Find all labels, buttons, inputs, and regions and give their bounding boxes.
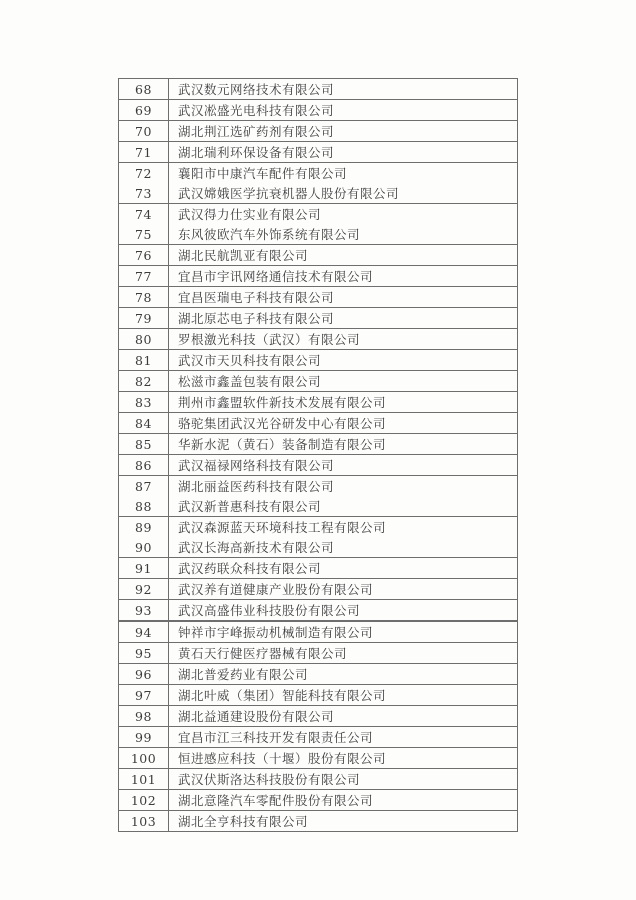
table-row xyxy=(119,790,518,811)
company-list-table xyxy=(118,78,518,832)
company-name: 黄石天行健医疗器械有限公司 xyxy=(169,643,518,664)
company-name: 武汉凇盛光电科技有限公司 xyxy=(169,100,518,121)
table-row xyxy=(119,183,518,204)
table-row xyxy=(119,308,518,329)
table-row xyxy=(119,204,518,225)
company-name: 湖北民航凯亚有限公司 xyxy=(169,245,518,266)
row-number: 69 xyxy=(119,100,169,121)
table-row xyxy=(119,350,518,371)
company-name: 湖北荆江选矿药剂有限公司 xyxy=(169,121,518,142)
company-name: 武汉得力仕实业有限公司 xyxy=(169,204,518,225)
table-row xyxy=(119,496,518,517)
row-number: 99 xyxy=(119,727,169,748)
company-name: 武汉长海高新技术有限公司 xyxy=(169,537,518,558)
table-row xyxy=(119,811,518,832)
table-row xyxy=(119,371,518,392)
row-number: 76 xyxy=(119,245,169,266)
table-row xyxy=(119,643,518,664)
row-number: 103 xyxy=(119,811,169,832)
company-name: 湖北丽益医药科技有限公司 xyxy=(169,476,518,497)
company-name: 湖北原芯电子科技有限公司 xyxy=(169,308,518,329)
company-name: 武汉药联众科技有限公司 xyxy=(169,558,518,579)
row-number: 81 xyxy=(119,350,169,371)
table-row xyxy=(119,769,518,790)
table-row xyxy=(119,434,518,455)
company-name: 荆州市鑫盟软件新技术发展有限公司 xyxy=(169,392,518,413)
table-row xyxy=(119,621,518,643)
row-number: 77 xyxy=(119,266,169,287)
row-number: 96 xyxy=(119,664,169,685)
company-name: 襄阳市中康汽车配件有限公司 xyxy=(169,163,518,184)
row-number: 83 xyxy=(119,392,169,413)
table-row xyxy=(119,558,518,579)
company-name: 松滋市鑫盖包装有限公司 xyxy=(169,371,518,392)
company-name: 钟祥市宇峰振动机械制造有限公司 xyxy=(169,621,518,643)
table-row xyxy=(119,100,518,121)
row-number: 82 xyxy=(119,371,169,392)
row-number: 91 xyxy=(119,558,169,579)
company-name: 宜昌市宇讯网络通信技术有限公司 xyxy=(169,266,518,287)
row-number: 100 xyxy=(119,748,169,769)
company-name: 武汉森源蓝天环境科技工程有限公司 xyxy=(169,517,518,538)
company-name: 湖北普爱药业有限公司 xyxy=(169,664,518,685)
table-row xyxy=(119,392,518,413)
row-number: 89 xyxy=(119,517,169,538)
table-row xyxy=(119,287,518,308)
row-number: 74 xyxy=(119,204,169,225)
table-row xyxy=(119,245,518,266)
company-name: 东风彼欧汽车外饰系统有限公司 xyxy=(169,224,518,245)
company-name: 骆驼集团武汉光谷研发中心有限公司 xyxy=(169,413,518,434)
row-number: 95 xyxy=(119,643,169,664)
table-row xyxy=(119,664,518,685)
row-number: 71 xyxy=(119,142,169,163)
company-name: 武汉市天贝科技有限公司 xyxy=(169,350,518,371)
row-number: 102 xyxy=(119,790,169,811)
company-name: 武汉福禄网络科技有限公司 xyxy=(169,455,518,476)
table-row xyxy=(119,121,518,142)
row-number: 101 xyxy=(119,769,169,790)
row-number: 79 xyxy=(119,308,169,329)
row-number: 94 xyxy=(119,621,169,643)
table-row xyxy=(119,413,518,434)
company-name: 武汉新普惠科技有限公司 xyxy=(169,496,518,517)
row-number: 85 xyxy=(119,434,169,455)
row-number: 97 xyxy=(119,685,169,706)
row-number: 73 xyxy=(119,183,169,204)
company-name: 武汉数元网络技术有限公司 xyxy=(169,79,518,100)
row-number: 70 xyxy=(119,121,169,142)
row-number: 87 xyxy=(119,476,169,497)
company-name: 湖北意隆汽车零配件股份有限公司 xyxy=(169,790,518,811)
table-row xyxy=(119,142,518,163)
table-row xyxy=(119,748,518,769)
row-number: 90 xyxy=(119,537,169,558)
company-name: 武汉高盛伟业科技股份有限公司 xyxy=(169,600,518,622)
row-number: 93 xyxy=(119,600,169,622)
table-row xyxy=(119,517,518,538)
company-name: 宜昌医瑞电子科技有限公司 xyxy=(169,287,518,308)
table-row xyxy=(119,600,518,622)
company-name: 华新水泥（黄石）装备制造有限公司 xyxy=(169,434,518,455)
company-name: 湖北全亨科技有限公司 xyxy=(169,811,518,832)
row-number: 75 xyxy=(119,224,169,245)
table-row xyxy=(119,329,518,350)
row-number: 80 xyxy=(119,329,169,350)
table-row xyxy=(119,706,518,727)
table-row xyxy=(119,224,518,245)
row-number: 68 xyxy=(119,79,169,100)
table-row xyxy=(119,79,518,100)
table-row xyxy=(119,579,518,600)
table-row xyxy=(119,163,518,184)
row-number: 92 xyxy=(119,579,169,600)
row-number: 88 xyxy=(119,496,169,517)
table-row xyxy=(119,537,518,558)
company-name: 湖北益通建设股份有限公司 xyxy=(169,706,518,727)
row-number: 84 xyxy=(119,413,169,434)
table-row xyxy=(119,266,518,287)
row-number: 86 xyxy=(119,455,169,476)
company-name: 武汉嫦娥医学抗衰机器人股份有限公司 xyxy=(169,183,518,204)
table-row xyxy=(119,727,518,748)
company-name: 湖北叶威（集团）智能科技有限公司 xyxy=(169,685,518,706)
company-table-body xyxy=(119,79,518,832)
company-name: 宜昌市江三科技开发有限责任公司 xyxy=(169,727,518,748)
row-number: 72 xyxy=(119,163,169,184)
table-row xyxy=(119,685,518,706)
table-row xyxy=(119,476,518,497)
table-row xyxy=(119,455,518,476)
company-name: 武汉伏斯洛达科技股份有限公司 xyxy=(169,769,518,790)
company-name: 罗根激光科技（武汉）有限公司 xyxy=(169,329,518,350)
row-number: 78 xyxy=(119,287,169,308)
company-name: 恒进感应科技（十堰）股份有限公司 xyxy=(169,748,518,769)
company-name: 武汉养有道健康产业股份有限公司 xyxy=(169,579,518,600)
company-name: 湖北瑞利环保设备有限公司 xyxy=(169,142,518,163)
row-number: 98 xyxy=(119,706,169,727)
